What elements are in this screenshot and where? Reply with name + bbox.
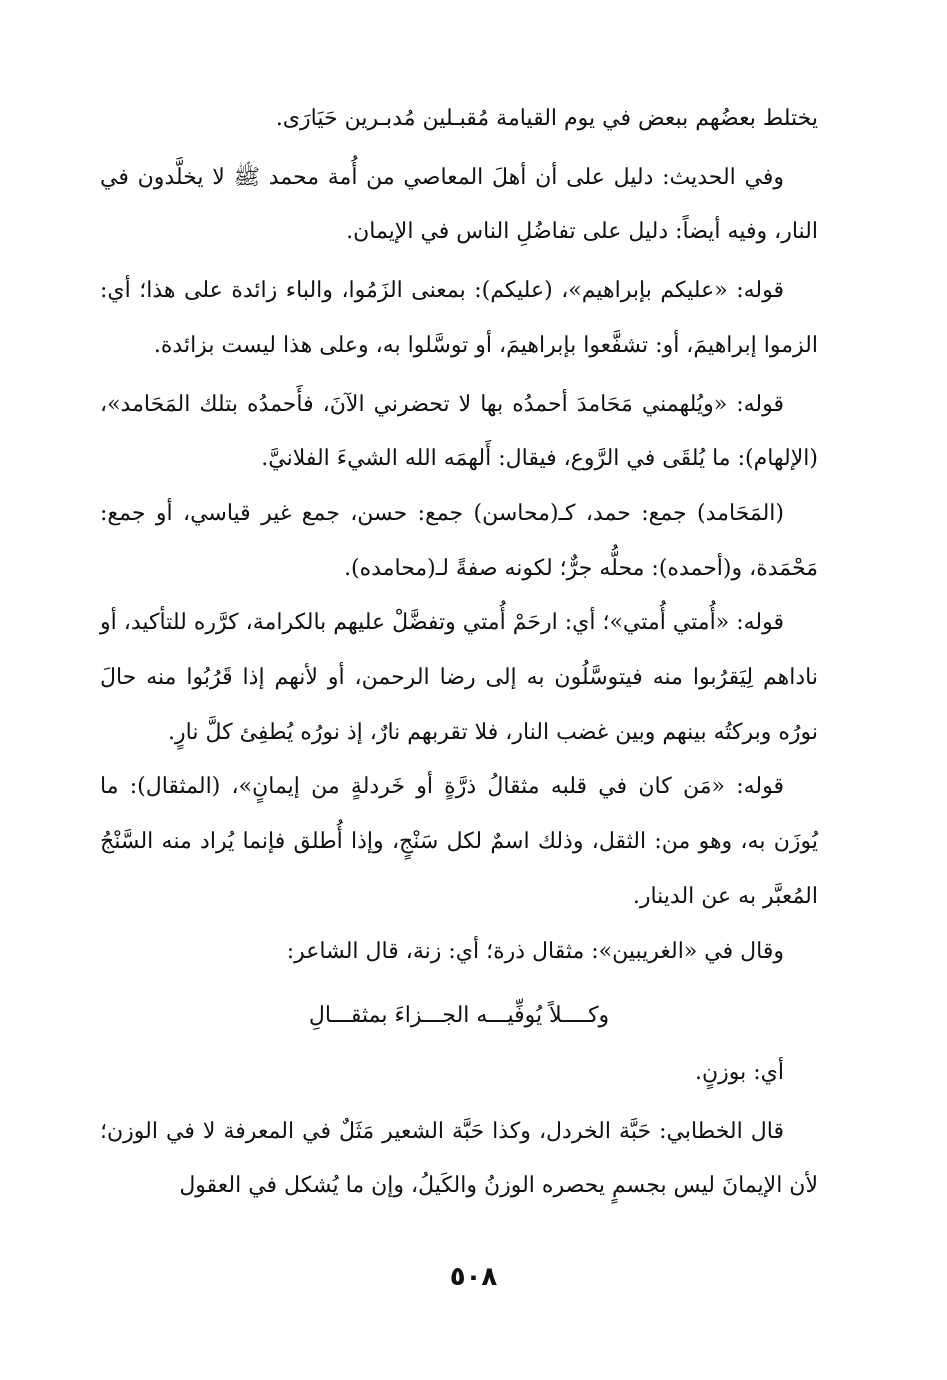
- verse-explanation: أي: بوزنٍ.: [695, 1059, 784, 1085]
- paragraph-6: قوله: «أُمتي أُمتي»؛ أي: ارحَمْ أُمتي وتفضَّلْ عليهم بالكرامة، كرَّره للتأكيد، أو ناداهم لِيَقرُبوا منه فيتوسَّلُون به إلى رضا الرحمن، أو لأنهم إذا قَرُبُوا منه حالَ نورُه وبركتُه بينهم وبين غضب النار، فلا تقربهم نارٌ، إذ نورُه يُطفِئ كلَّ نارٍ.: [100, 610, 818, 745]
- paragraph-1: يختلط بعضُهم ببعض في يوم القيامة مُقبـلين مُدبـرين حَيَارَى.: [275, 106, 818, 131]
- paragraph-last: قال الخطابي: حَبَّة الخردل، وكذا حَبَّة الشعير مَثَلٌ في المعرفة لا في الوزن؛ لأن الإيمانَ ليس بجسمٍ يحصره الوزنُ والكَيلُ، وإن ما يُشكل في العقول: [100, 1118, 818, 1199]
- paragraph-3: قوله: «عليكم بإبراهيم»، (عليكم): بمعنى الزَمُوا، والباء زائدة على هذا؛ أي: الزموا إبراهيمَ، أو: تشفَّعوا بإبراهيمَ، أو توسَّلوا به، وعلى هذا ليست بزائدة.: [100, 278, 818, 358]
- paragraph-8: وقال في «الغريبين»: مثقال ذرة؛ أي: زنة، قال الشاعر:: [286, 938, 784, 964]
- paragraph-2: وفي الحديث: دليل على أن أهلَ المعاصي من أُمة محمد ﷺ لا يخلَّدون في النار، وفيه أيضاً: دليل على تفاضُلِ الناس في الإيمان.: [100, 164, 818, 245]
- poetry-verse: وكــــلاً يُوفِّيـــه الجـــزاءَ بمثقـــالِ: [308, 1003, 610, 1029]
- body-text: [100, 92, 818, 1214]
- paragraph-5: (المَحَامد) جمع: حمد، كـ(محاسن) جمع: حسن، جمع غير قياسي، أو جمع: مَحْمَدة، و(أحمده): محلُّه جرٌّ؛ لكونه صفةً لـ(محامده).: [100, 500, 818, 581]
- page-number: ٥٠٨: [449, 1262, 498, 1292]
- paragraph-7: قوله: «مَن كان في قلبه مثقالُ ذرَّةٍ أو خَردلةٍ من إيمانٍ»، (المثقال): ما يُوزَن به، وهو من: الثقل، وذلك اسمٌ لكل سَنْجٍ، وإذا أُطلق فإنما يُراد منه السَّنْجُ المُعبَّر به عن الدينار.: [100, 774, 818, 909]
- paragraph-4: قوله: «ويُلهمني مَحَامدَ أحمدُه بها لا تحضرني الآنَ، فأَحمدُه بتلك المَحَامد»، (الإلهام): ما يُلقَى في الرَّوع، فيقال: أَلهمَه الله الشيءَ الفلانيَّ.: [100, 391, 818, 472]
